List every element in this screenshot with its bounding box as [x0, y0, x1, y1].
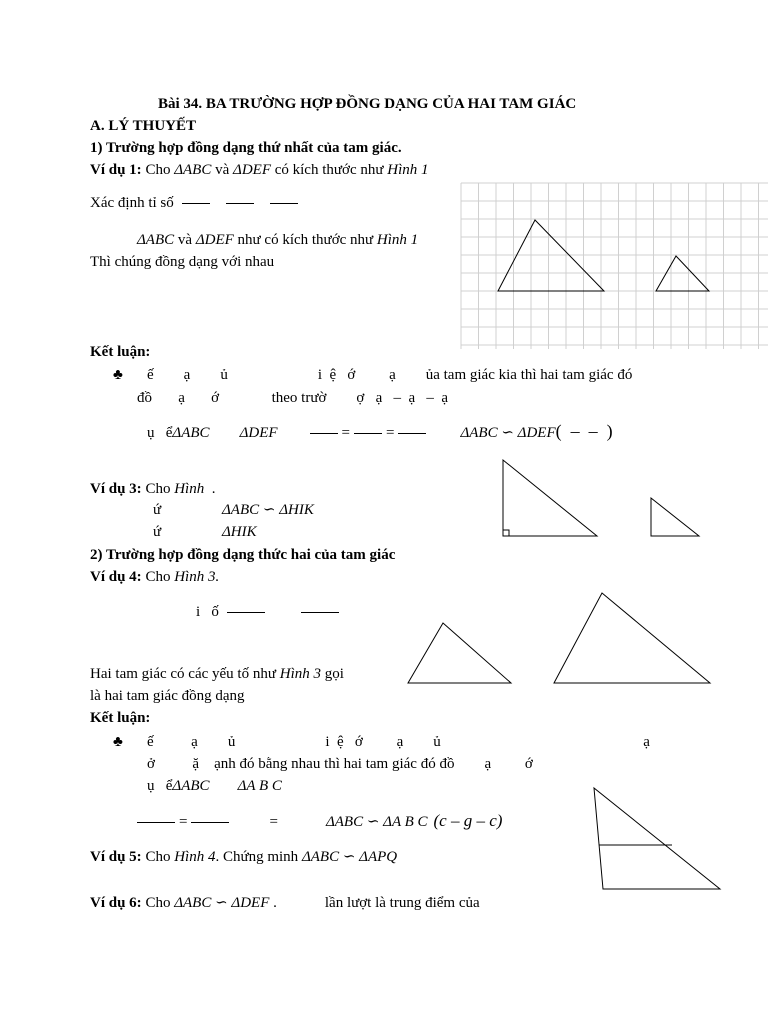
ratio-fragment: i ố — [196, 604, 219, 620]
example1-line — [90, 161, 428, 179]
case1-heading: 1) Trường hợp đồng dạng thứ nhất của tam giác. — [90, 140, 402, 156]
fragment-text: ụ ể — [147, 425, 173, 441]
triangle-abc-fig4 — [594, 788, 720, 889]
fraction-bar — [270, 203, 298, 204]
fraction-bar — [182, 203, 210, 204]
example3-label: Ví dụ 3: — [90, 481, 142, 497]
example1-line2 — [137, 231, 418, 249]
ratio-line-2 — [196, 603, 347, 621]
example6-text-b: lần lượt là trung điểm của — [324, 895, 480, 911]
example3-dot: . — [204, 481, 216, 497]
example3-line — [90, 480, 215, 498]
example4-line-b: là hai tam giác đồng dạng — [90, 688, 245, 704]
example5-label: Ví dụ 5: — [90, 849, 142, 865]
figure3-triangles — [405, 590, 715, 686]
ratio-text: Xác định tỉ số — [90, 195, 174, 211]
triangle-abc-right — [503, 460, 597, 536]
fraction-bar — [301, 612, 339, 613]
conclusion2-line3 — [147, 777, 282, 795]
line2-text: như có kích thước như — [233, 232, 377, 248]
example5-text-b: . Chứng minh — [215, 849, 302, 865]
figure-ref: Hình 1 — [387, 162, 429, 178]
example3-line1-frag: ứ — [153, 502, 162, 518]
text: Hai tam giác có các yếu tố như — [90, 666, 280, 682]
example6-dot: . — [269, 895, 277, 911]
example5-text: Cho — [141, 849, 175, 865]
math-def: ΔDEF — [233, 162, 271, 178]
fraction-bar — [398, 433, 426, 434]
equals-sign: = — [341, 425, 350, 441]
conclusion1-line3 — [147, 422, 613, 442]
math-abc: ΔABC — [172, 778, 210, 794]
example1-text: Cho — [141, 162, 175, 178]
conclusion2-line2: ở ặ ạnh đó bằng nhau thì hai tam giác đó đồ ạ ớ — [147, 756, 533, 772]
similarity-statement: ΔABC ∽ ΔDEF — [460, 425, 556, 441]
example6-text: Cho — [141, 895, 175, 911]
ratio-line — [90, 194, 306, 212]
grid-lines — [461, 183, 768, 349]
example1-line3: Thì chúng đồng dạng với nhau — [90, 254, 275, 270]
example1-label: Ví dụ 1: — [90, 162, 142, 178]
triangle-large — [554, 593, 710, 683]
conclusion2-formula — [137, 812, 502, 831]
right-angle-mark — [503, 530, 509, 536]
triangle-small — [408, 623, 511, 683]
page-title: Bài 34. BA TRƯỜNG HỢP ĐỒNG DẠNG CỦA HAI TAM GIÁC — [158, 96, 577, 112]
figure4-triangle-apq — [590, 785, 725, 893]
fraction-bar — [354, 433, 382, 434]
example1-and: và — [211, 162, 234, 178]
fraction-bar — [227, 612, 265, 613]
example3-line1-math: ΔABC ∽ ΔHIK — [222, 502, 314, 518]
example4-text: Cho — [141, 569, 175, 585]
conclusion1-bullet: ♣ — [113, 367, 123, 383]
math-abc: ΔABC — [172, 425, 210, 441]
fraction-bar — [310, 433, 338, 434]
equals-sign: = — [386, 425, 395, 441]
conclusion2-bullet: ♣ — [113, 734, 123, 750]
fragment-text: ụ ể — [147, 778, 173, 794]
math-abc-prime: ΔA B C — [237, 778, 282, 794]
figure2-right-triangles — [500, 458, 705, 540]
triangle-hik-right — [651, 498, 699, 536]
example3-line2-math: ΔHIK — [222, 524, 257, 540]
math-def: ΔDEF — [195, 232, 234, 248]
fraction-bar — [191, 822, 229, 823]
figure1-grid — [461, 183, 768, 349]
and-text: và — [174, 232, 196, 248]
conclusion2-label: Kết luận: — [90, 710, 151, 726]
equals-sign: = — [179, 814, 188, 830]
example5-line — [90, 848, 397, 866]
figure-ref: Hình 1 — [376, 232, 419, 248]
math-abc: ΔABC — [174, 162, 212, 178]
similarity-case: ( – – ) — [555, 421, 613, 441]
case2-heading: 2) Trường hợp đồng dạng thức hai của tam giác — [90, 547, 396, 563]
example4-label: Ví dụ 4: — [90, 569, 142, 585]
conclusion1-line2: đồ ạ ớ theo trườ ợ ạ – ạ – ạ — [137, 390, 449, 406]
section-a-heading: A. LÝ THUYẾT — [90, 118, 196, 134]
example3-text: Cho — [141, 481, 175, 497]
similarity-statement: ΔABC ∽ ΔAPQ — [301, 849, 398, 865]
text: gọi — [320, 666, 344, 682]
similarity-statement: ΔABC ∽ ΔA B C — [325, 814, 428, 830]
example1-text-b: có kích thước như — [270, 162, 388, 178]
figure-ref: Hình 3. — [174, 569, 220, 585]
example4-line-a — [90, 665, 344, 683]
figure-ref: Hình 4 — [174, 849, 216, 865]
conclusion2-line1: ế ạ ủ i ệ ớ ạ ủ ạ — [147, 734, 650, 750]
example4-line — [90, 568, 219, 586]
figure-ref: Hình — [174, 481, 205, 497]
math-def: ΔDEF — [239, 425, 278, 441]
math-abc: ΔABC — [137, 232, 175, 248]
example3-line2-frag: ứ — [153, 524, 162, 540]
figure-ref: Hình 3 — [279, 666, 321, 682]
similarity-statement: ΔABC ∽ ΔDEF — [174, 895, 270, 911]
equals-sign: = — [269, 814, 278, 830]
conclusion1-label: Kết luận: — [90, 344, 151, 360]
example6-line — [90, 894, 480, 912]
fraction-bar — [226, 203, 254, 204]
example6-label: Ví dụ 6: — [90, 895, 142, 911]
conclusion1-line1: ế ạ ủ i ệ ớ ạ ủa tam giác kia thì hai tam giác đó — [147, 367, 633, 383]
fraction-bar — [137, 822, 175, 823]
similarity-case: (c – g – c) — [433, 811, 503, 830]
